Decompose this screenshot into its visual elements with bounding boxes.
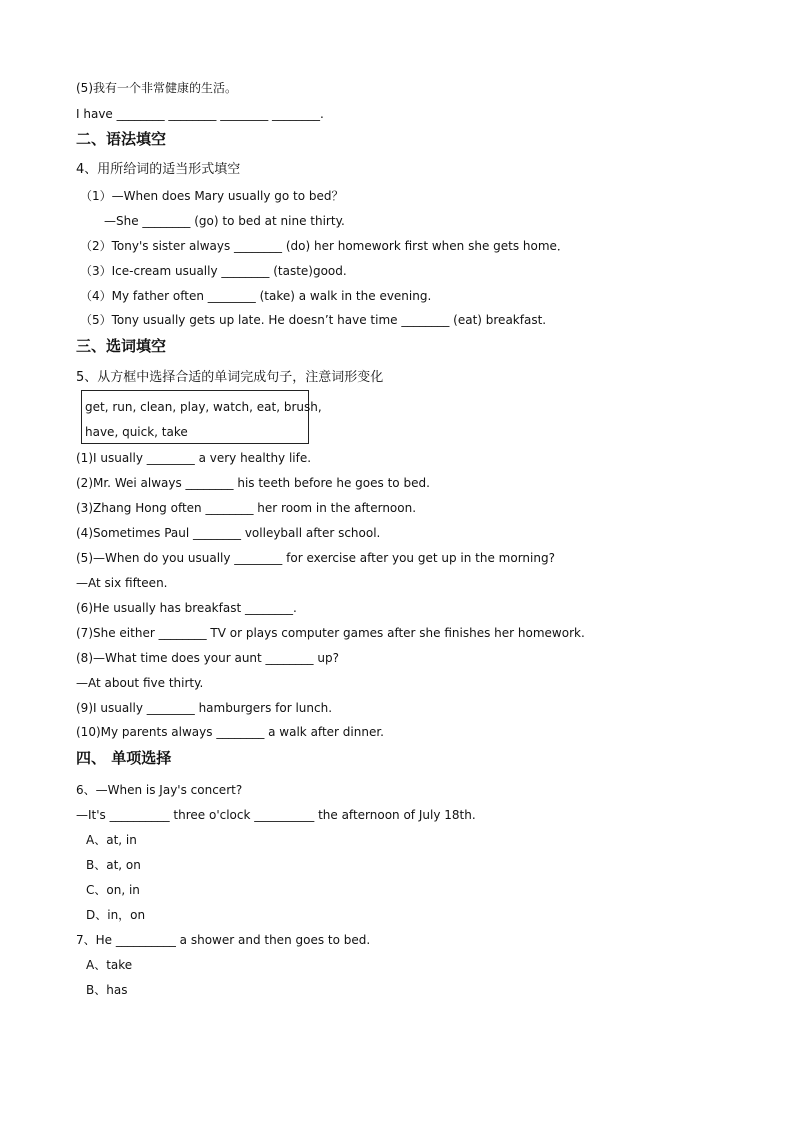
q7-stem: 7、He __________ a shower and then goes to bed. [76, 933, 371, 947]
q5-item10: (10)My parents always ________ a walk after dinner. [76, 725, 384, 739]
q4-item1-answer: —She ________ (go) to bed at nine thirty. [104, 214, 345, 228]
q6-option-b: B、at, on [86, 858, 141, 872]
q6-stem: 6、—When is Jay's concert? [76, 783, 243, 797]
q4-item4: （4）My father often ________ (take) a walk in the evening. [80, 289, 432, 303]
q4-item2: （2）Tony's sister always ________ (do) her homework first when she gets home． [80, 239, 569, 253]
word-bank-box [81, 390, 322, 444]
q6-option-a: A、at, in [86, 833, 137, 847]
word-bank-line2: have, quick, take [85, 425, 188, 439]
section3-heading: 三、选词填空 [76, 337, 167, 355]
section2-heading: 二、语法填空 [76, 130, 167, 148]
q6-stem-answer: —It's __________ three o'clock __________ the afternoon of July 18th. [76, 808, 476, 822]
q5-item5: (5)—When do you usually ________ for exercise after you get up in the morning? [76, 551, 555, 565]
section4-heading: 四、 单项选择 [76, 749, 172, 767]
q4-item5: （5）Tony usually gets up late. He doesn’t have time ________ (eat) breakfast. [80, 313, 547, 327]
q5-item6: (6)He usually has breakfast ________. [76, 601, 297, 615]
q5-item4: (4)Sometimes Paul ________ volleyball after school. [76, 526, 381, 540]
word-bank-line1: get, run, clean, play, watch, eat, brush, [85, 400, 322, 414]
question5-title: 5、从方框中选择合适的单词完成句子，注意词形变化 [76, 370, 384, 385]
question4-title: 4、用所给词的适当形式填空 [76, 162, 241, 177]
q5-item8: (8)—What time does your aunt ________ up? [76, 651, 339, 665]
q7-option-b: B、has [86, 983, 128, 997]
q7-option-a: A、take [86, 958, 133, 972]
q6-option-c: C、on, in [86, 883, 140, 897]
q5-item1: (1)I usually ________ a very healthy life. [76, 451, 312, 465]
q5-item7: (7)She either ________ TV or plays computer games after she finishes her homework. [76, 626, 585, 640]
q5-item5-answer: —At six fifteen. [76, 576, 168, 590]
q5-item8-answer: —At about five thirty. [76, 676, 204, 690]
q5-item9: (9)I usually ________ hamburgers for lunch. [76, 701, 333, 715]
q5-item2: (2)Mr. Wei always ________ his teeth before he goes to bed. [76, 476, 430, 490]
q6-option-d: D、in，on [86, 908, 146, 922]
item5-english: I have ________ ________ ________ ________. [76, 107, 324, 121]
q5-item3: (3)Zhang Hong often ________ her room in the afternoon. [76, 501, 417, 515]
q4-item1: （1）—When does Mary usually go to bed？ [80, 189, 344, 203]
q4-item3: （3）Ice-cream usually ________ (taste)good. [80, 264, 347, 278]
item5-chinese: (5)我有一个非常健康的生活。 [76, 81, 237, 95]
